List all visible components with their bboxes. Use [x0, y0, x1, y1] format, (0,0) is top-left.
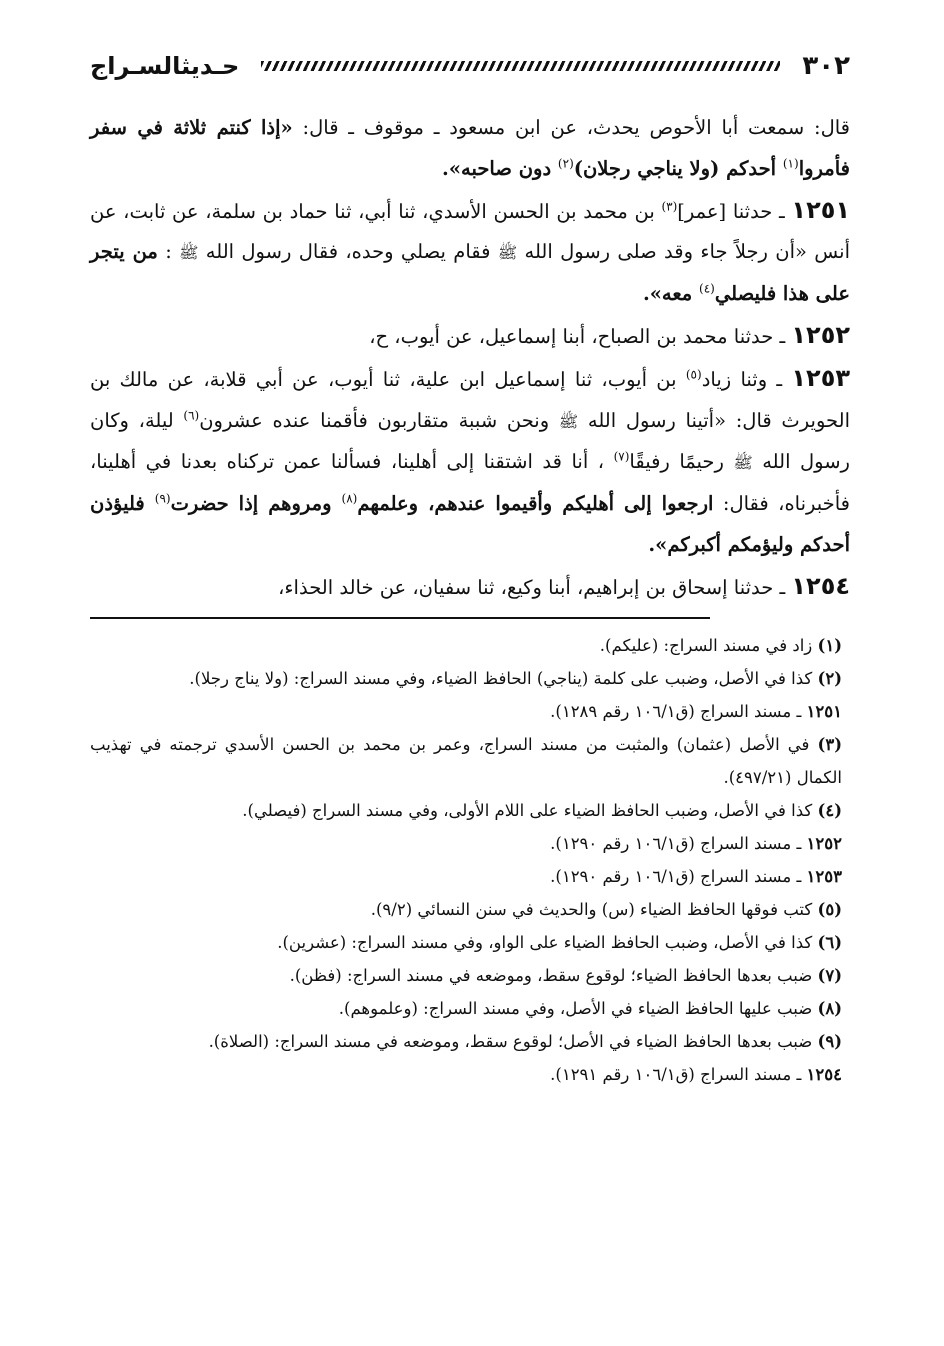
footnote-marker[interactable]: (٧) [613, 449, 630, 464]
hadith-number: ١٢٥١ [791, 195, 851, 224]
footnote-text: ـ مسند السراج (ق١٠٦/١ رقم ١٢٩٠). [550, 833, 807, 853]
footnote-text: كذا في الأصل، وضبب على كلمة (يناجي) الحافظ الضياء، وفي مسند السراج: (ولا يناج رجلا). [189, 668, 818, 688]
footnote-marker[interactable]: (٣) [661, 199, 678, 214]
hadith-quote: معه». [642, 282, 700, 306]
footnote-5 [90, 893, 850, 926]
hadith-quote: فليؤذن أحدكم وليؤمكم أكبركم». [90, 492, 850, 556]
footnote-marker[interactable]: (٢) [557, 156, 574, 171]
footnote-ref: (٧) [817, 965, 842, 985]
footnote-ref: (٩) [817, 1031, 842, 1051]
footnote-text: كتب فوقها الحافظ الضياء (س) والحديث في سنن النسائي (٩/٢). [370, 899, 818, 919]
text-run: : [157, 240, 180, 264]
footnote-ref: ١٢٥٣ [806, 866, 842, 886]
text-run: رحيمًا رفيقًا [629, 450, 734, 474]
running-title: حـديثالسـراج [90, 52, 240, 80]
hadith-quote: «إذا كنتم ثلاثة في سفر فأمروا [90, 116, 850, 180]
footnote-ref: (٦) [817, 932, 842, 952]
footnote-text: ضبب بعدها الحافظ الضياء في الأصل؛ لوقوع سقط، وموضعه في مسند السراج: (الصلاة). [208, 1031, 818, 1051]
footnote-text: زاد في مسند السراج: (عليكم). [599, 635, 818, 655]
footnote-ref: (٣) [817, 734, 842, 754]
source-note-1251 [90, 695, 850, 728]
hadith-1254 [90, 566, 850, 609]
main-text [90, 108, 850, 609]
salawat-ligature-icon: ﷺ [733, 453, 753, 473]
source-note-1253 [90, 860, 850, 893]
footnote-2 [90, 662, 850, 695]
text-run: بن محمد بن الحسن الأسدي، ثنا أبي، ثنا حماد بن سلمة، عن ثابت، عن أنس «أن رجلاً جاء وقد صلى رسول الله [90, 199, 850, 264]
footnote-7 [90, 959, 850, 992]
text-run: ليلة، وكان رسول الله [90, 408, 850, 474]
header-ornament-rule [261, 61, 780, 71]
footnote-text: ضبب عليها الحافظ الضياء في الأصل، وفي مسند السراج: (وعلموهم). [338, 998, 818, 1018]
text-run: بن أيوب، ثنا إسماعيل ابن علية، ثنا أيوب، عن أبي قلابة، عن مالك بن الحويرث قال: «أتينا رسول الله [90, 367, 850, 432]
footnote-text: ـ مسند السراج (ق١٠٦/١ رقم ١٢٨٩). [550, 701, 807, 721]
hadith-quote: أحدكم (ولا يناجي رجلان) [573, 156, 783, 180]
footnote-ref: (١) [817, 635, 842, 655]
hadith-quote: ارجعوا إلى أهليكم وأقيموا عندهم، وعلمهم [357, 492, 714, 516]
footnote-ref: (٥) [817, 899, 842, 919]
footnote-marker[interactable]: (٨) [341, 491, 358, 506]
hadith-number: ١٢٥٣ [791, 363, 850, 392]
text-run: ونحن شببة متقاربون فأقمنا عنده عشرون [199, 408, 559, 432]
hadith-quote: دون صاحبه». [442, 156, 558, 180]
footnote-9 [90, 1025, 850, 1058]
hadith-number: ١٢٥٤ [791, 571, 850, 600]
footnote-1 [90, 629, 850, 662]
paragraph-continuation [90, 108, 850, 190]
footnote-text: كذا في الأصل، وضبب الحافظ الضياء على اللام الأولى، وفي مسند السراج (فيصلي). [242, 800, 818, 820]
footnote-marker[interactable]: (١) [782, 156, 799, 171]
text-run: ـ حدثنا [عمر] [677, 199, 792, 223]
footnote-3 [90, 728, 850, 794]
salawat-ligature-icon: ﷺ [179, 243, 199, 263]
text-run: ـ حدثنا محمد بن الصباح، أبنا إسماعيل، عن أيوب، ح، [369, 324, 792, 348]
footnote-marker[interactable]: (٥) [685, 367, 702, 382]
hadith-1253 [90, 358, 850, 566]
hadith-number: ١٢٥٢ [791, 320, 850, 349]
source-note-1254 [90, 1058, 850, 1091]
footnote-ref: (٢) [817, 668, 842, 688]
footnote-text: ضبب بعدها الحافظ الضياء؛ لوقوع سقط، وموضعه في مسند السراج: (فظن). [289, 965, 818, 985]
text-run: ـ حدثنا إسحاق بن إبراهيم، أبنا وكيع، ثنا سفيان، عن خالد الحذاء، [278, 575, 792, 599]
footnote-4 [90, 794, 850, 827]
footnote-divider [90, 617, 710, 619]
footnote-text: كذا في الأصل، وضبب الحافظ الضياء على الواو، وفي مسند السراج: (عشرين). [277, 932, 818, 952]
text-run: ، أنا قد اشتقنا إلى أهلينا، فسألنا عمن تركناه بعدنا في أهلينا، فأخبرناه، فقال: [90, 450, 850, 516]
footnote-ref: ١٢٥٤ [806, 1064, 842, 1084]
book-page [90, 40, 850, 1310]
salawat-ligature-icon: ﷺ [558, 411, 579, 431]
footnote-text: ـ مسند السراج (ق١٠٦/١ رقم ١٢٩١). [550, 1064, 807, 1084]
text-run: ـ وثنا زياد [701, 367, 792, 391]
footnote-marker[interactable]: (٤) [699, 281, 715, 296]
salawat-ligature-icon: ﷺ [497, 243, 518, 263]
page-number: ٣٠٢ [802, 51, 850, 81]
text-run: قال: سمعت أبا الأحوص يحدث، عن ابن مسعود ـ موقوف ـ قال: [292, 116, 850, 139]
footnote-marker[interactable]: (٩) [154, 491, 171, 506]
footnote-8 [90, 992, 850, 1025]
hadith-quote: من يتجر على هذا فليصلي [90, 240, 850, 306]
footnote-text: ـ مسند السراج (ق١٠٦/١ رقم ١٢٩٠). [550, 866, 807, 886]
footnote-6 [90, 926, 850, 959]
footnote-marker[interactable]: (٦) [183, 408, 200, 423]
running-header [90, 40, 850, 92]
footnote-ref: (٤) [817, 800, 842, 820]
text-run: فقام يصلي وحده، فقال رسول الله [198, 240, 498, 264]
hadith-1252 [90, 315, 850, 358]
footnote-text: في الأصل (عثمان) والمثبت من مسند السراج، وعمر بن محمد بن الحسن الأسدي ترجمته في تهذيب الكمال (٤٩٧/٢١). [90, 734, 842, 787]
footnotes [90, 629, 850, 1091]
hadith-quote: ومروهم إذا حضرت [170, 492, 342, 516]
footnote-ref: ١٢٥٢ [806, 833, 842, 853]
footnote-ref: ١٢٥١ [806, 701, 842, 721]
hadith-1251 [90, 190, 850, 315]
footnote-ref: (٨) [817, 998, 842, 1018]
source-note-1252 [90, 827, 850, 860]
